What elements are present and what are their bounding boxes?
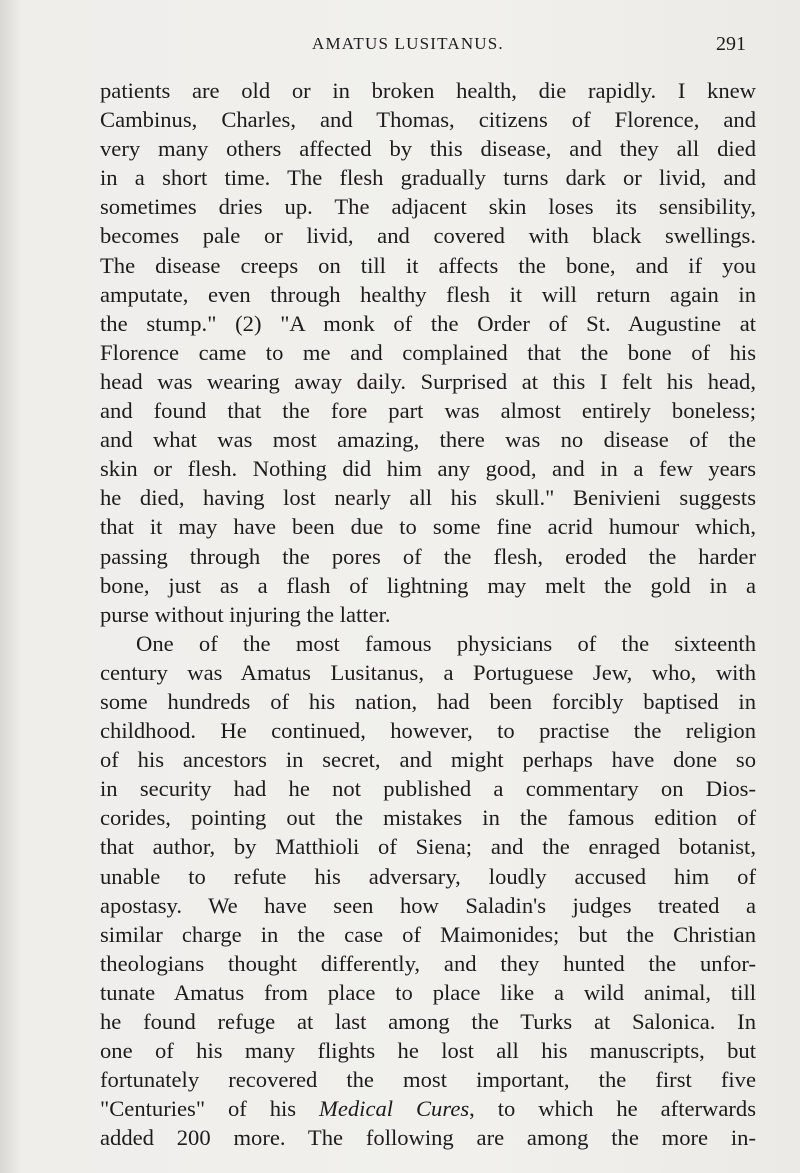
- text-line: he died, having lost nearly all his skull." Benivieni suggests: [100, 485, 756, 511]
- text-line: Cambinus, Charles, and Thomas, citizens of Florence, and: [100, 107, 756, 133]
- text-line: theologians thought differently, and they hunted the unfor-: [100, 950, 756, 976]
- text-line: the stump." (2) "A monk of the Order of St. Augustine at: [100, 310, 756, 336]
- text-segment: "Centuries" of his: [100, 1096, 320, 1122]
- page-number: 291: [716, 33, 746, 55]
- text-line: similar charge in the case of Maimonides; but the Christian: [100, 921, 756, 947]
- text-line-with-italic: [100, 1094, 756, 1123]
- text-line: skin or flesh. Nothing did him any good, and in a few years: [100, 456, 756, 482]
- paragraph-first-line: One of the most famous physicians of the sixteenth: [136, 630, 756, 656]
- text-line: amputate, even through healthy flesh it will return again in: [100, 281, 756, 307]
- text-line: that it may have been due to some fine acrid humour which,: [100, 514, 756, 540]
- text-line: very many others affected by this disease, and they all died: [100, 136, 756, 162]
- paragraph-last-line: purse without injuring the latter.: [100, 601, 391, 627]
- text-line: century was Amatus Lusitanus, a Portuguese Jew, who, with: [100, 659, 756, 685]
- text-line: becomes pale or livid, and covered with black swellings.: [100, 223, 756, 249]
- text-segment: , to which he afterwards: [469, 1096, 756, 1122]
- text-line: sometimes dries up. The adjacent skin loses its sensibility,: [100, 194, 756, 220]
- text-line: and found that the fore part was almost entirely boneless;: [100, 398, 756, 424]
- text-line: apostasy. We have seen how Saladin's judges treated a: [100, 892, 756, 918]
- text-line: unable to refute his adversary, loudly accused him of: [100, 863, 756, 889]
- text-line: that author, by Matthioli of Siena; and the enraged botanist,: [100, 834, 756, 860]
- text-line: corides, pointing out the mistakes in the famous edition of: [100, 805, 756, 831]
- text-line: of his ancestors in secret, and might perhaps have done so: [100, 747, 756, 773]
- italic-book-title: Medical Cures: [319, 1096, 470, 1122]
- text-line: in a short time. The flesh gradually turns dark or livid, and: [100, 165, 756, 191]
- text-line: The disease creeps on till it affects the bone, and if you: [100, 252, 756, 278]
- text-line: head was wearing away daily. Surprised at this I felt his head,: [100, 368, 756, 394]
- text-line: passing through the pores of the flesh, eroded the harder: [100, 543, 756, 569]
- text-line: tunate Amatus from place to place like a wild animal, till: [100, 979, 756, 1005]
- text-line: in security had he not published a commentary on Dios-: [100, 776, 756, 802]
- text-line: some hundreds of his nation, had been forcibly baptised in: [100, 688, 756, 714]
- text-line: one of his many flights he lost all his manuscripts, but: [100, 1038, 756, 1064]
- text-line: fortunately recovered the most important, the first five: [100, 1067, 756, 1093]
- body-text: [100, 76, 756, 1152]
- text-line: and what was most amazing, there was no disease of the: [100, 427, 756, 453]
- text-line: he found refuge at last among the Turks at Salonica. In: [100, 1009, 756, 1034]
- text-line: bone, just as a flash of lightning may melt the gold in a: [100, 572, 756, 598]
- text-line: added 200 more. The following are among the more in-: [100, 1125, 756, 1151]
- running-head: AMATUS LUSITANUS.: [312, 34, 504, 53]
- text-line: childhood. He continued, however, to practise the religion: [100, 718, 756, 744]
- page-header: [0, 34, 800, 62]
- text-line: Florence came to me and complained that the bone of his: [100, 339, 756, 365]
- text-line: patients are old or in broken health, die rapidly. I knew: [100, 78, 756, 103]
